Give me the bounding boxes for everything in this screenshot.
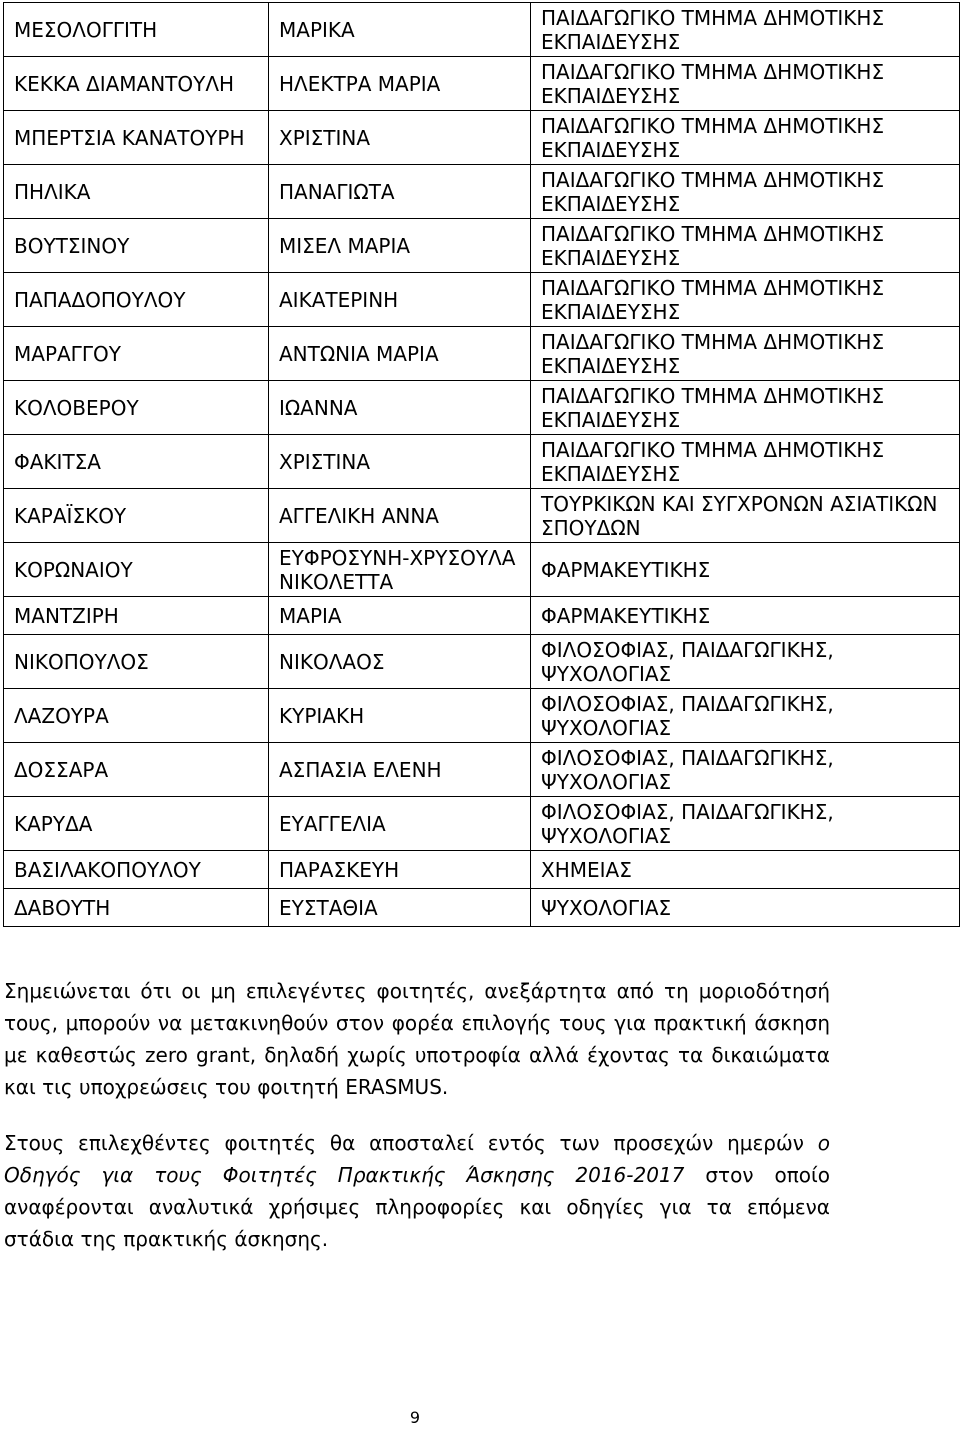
name-cell: ΧΡΙΣΤΙΝΑ bbox=[269, 111, 531, 165]
surname-cell: ΠΑΠΑΔΟΠΟΥΛΟΥ bbox=[4, 273, 269, 327]
surname-cell: ΚΑΡΥΔΑ bbox=[4, 797, 269, 851]
department-cell: ΠΑΙΔΑΓΩΓΙΚΟ ΤΜΗΜΑ ΔΗΜΟΤΙΚΗΣ ΕΚΠΑΙΔΕΥΣΗΣ bbox=[531, 3, 960, 57]
table-row bbox=[4, 57, 960, 111]
department-cell: ΦΙΛΟΣΟΦΙΑΣ, ΠΑΙΔΑΓΩΓΙΚΗΣ, ΨΥΧΟΛΟΓΙΑΣ bbox=[531, 689, 960, 743]
table-row bbox=[4, 851, 960, 889]
department-cell: ΠΑΙΔΑΓΩΓΙΚΟ ΤΜΗΜΑ ΔΗΜΟΤΙΚΗΣ ΕΚΠΑΙΔΕΥΣΗΣ bbox=[531, 273, 960, 327]
table-row bbox=[4, 435, 960, 489]
name-cell: ΑΙΚΑΤΕΡΙΝΗ bbox=[269, 273, 531, 327]
name-cell: ΧΡΙΣΤΙΝΑ bbox=[269, 435, 531, 489]
surname-cell: ΜΑΡΑΓΓΟΥ bbox=[4, 327, 269, 381]
guide-notice bbox=[4, 1127, 830, 1255]
surname-cell: ΜΠΕΡΤΣΙΑ ΚΑΝΑΤΟΥΡΗ bbox=[4, 111, 269, 165]
table-row bbox=[4, 165, 960, 219]
department-cell: ΠΑΙΔΑΓΩΓΙΚΟ ΤΜΗΜΑ ΔΗΜΟΤΙΚΗΣ ΕΚΠΑΙΔΕΥΣΗΣ bbox=[531, 435, 960, 489]
table-row bbox=[4, 219, 960, 273]
students-table bbox=[3, 2, 960, 927]
name-cell: ΜΑΡΙΚΑ bbox=[269, 3, 531, 57]
surname-cell: ΝΙΚΟΠΟΥΛΟΣ bbox=[4, 635, 269, 689]
name-cell: ΑΝΤΩΝΙΑ ΜΑΡΙΑ bbox=[269, 327, 531, 381]
name-cell: ΙΩΑΝΝΑ bbox=[269, 381, 531, 435]
name-cell: ΠΑΝΑΓΙΩΤΑ bbox=[269, 165, 531, 219]
surname-cell: ΜΑΝΤΖΙΡΗ bbox=[4, 597, 269, 635]
department-cell: ΦΙΛΟΣΟΦΙΑΣ, ΠΑΙΔΑΓΩΓΙΚΗΣ, ΨΥΧΟΛΟΓΙΑΣ bbox=[531, 797, 960, 851]
department-cell: ΠΑΙΔΑΓΩΓΙΚΟ ΤΜΗΜΑ ΔΗΜΟΤΙΚΗΣ ΕΚΠΑΙΔΕΥΣΗΣ bbox=[531, 57, 960, 111]
name-cell: ΕΥΣΤΑΘΙΑ bbox=[269, 889, 531, 927]
surname-cell: ΚΕΚΚΑ ΔΙΑΜΑΝΤΟΥΛΗ bbox=[4, 57, 269, 111]
guide-notice-rest: στον οποίο αναφέρονται αναλυτικά χρήσιμες πληροφορίες και οδηγίες για τα επόμενα στάδια της πρακτικής άσκησης. bbox=[4, 1163, 830, 1251]
table-row bbox=[4, 111, 960, 165]
table-row bbox=[4, 327, 960, 381]
surname-cell: ΔΟΣΣΑΡΑ bbox=[4, 743, 269, 797]
name-cell: ΑΣΠΑΣΙΑ ΕΛΕΝΗ bbox=[269, 743, 531, 797]
department-cell: ΧΗΜΕΙΑΣ bbox=[531, 851, 960, 889]
surname-cell: ΛΑΖΟΥΡΑ bbox=[4, 689, 269, 743]
department-cell: ΦΑΡΜΑΚΕΥΤΙΚΗΣ bbox=[531, 597, 960, 635]
department-cell: ΤΟΥΡΚΙΚΩΝ ΚΑΙ ΣΥΓΧΡΟΝΩΝ ΑΣΙΑΤΙΚΩΝ ΣΠΟΥΔΩΝ bbox=[531, 489, 960, 543]
table-row bbox=[4, 489, 960, 543]
department-cell: ΠΑΙΔΑΓΩΓΙΚΟ ΤΜΗΜΑ ΔΗΜΟΤΙΚΗΣ ΕΚΠΑΙΔΕΥΣΗΣ bbox=[531, 165, 960, 219]
table-row bbox=[4, 689, 960, 743]
table-row bbox=[4, 597, 960, 635]
guide-title: ο Οδηγός για τους Φοιτητές Πρακτικής Άσκησης 2016-2017 bbox=[4, 1131, 830, 1187]
table-row bbox=[4, 889, 960, 927]
table-row bbox=[4, 743, 960, 797]
name-cell: ΠΑΡΑΣΚΕΥΗ bbox=[269, 851, 531, 889]
name-cell: ΜΑΡΙΑ bbox=[269, 597, 531, 635]
name-cell: ΕΥΦΡΟΣΥΝΗ-ΧΡΥΣΟΥΛΑ ΝΙΚΟΛΕΤΤΑ bbox=[269, 543, 531, 597]
guide-notice-intro: Στους επιλεχθέντες φοιτητές θα αποσταλεί εντός των προσεχών ημερών bbox=[4, 1131, 818, 1155]
name-cell: ΗΛΕΚΤΡΑ ΜΑΡΙΑ bbox=[269, 57, 531, 111]
department-cell: ΠΑΙΔΑΓΩΓΙΚΟ ΤΜΗΜΑ ΔΗΜΟΤΙΚΗΣ ΕΚΠΑΙΔΕΥΣΗΣ bbox=[531, 111, 960, 165]
surname-cell: ΒΟΥΤΣΙΝΟΥ bbox=[4, 219, 269, 273]
department-cell: ΠΑΙΔΑΓΩΓΙΚΟ ΤΜΗΜΑ ΔΗΜΟΤΙΚΗΣ ΕΚΠΑΙΔΕΥΣΗΣ bbox=[531, 219, 960, 273]
name-cell: ΝΙΚΟΛΑΟΣ bbox=[269, 635, 531, 689]
surname-cell: ΜΕΣΟΛΟΓΓΙΤΗ bbox=[4, 3, 269, 57]
surname-cell: ΦΑΚΙΤΣΑ bbox=[4, 435, 269, 489]
table-row bbox=[4, 635, 960, 689]
table-row bbox=[4, 543, 960, 597]
surname-cell: ΚΑΡΑΪΣΚΟΥ bbox=[4, 489, 269, 543]
surname-cell: ΠΗΛΙΚΑ bbox=[4, 165, 269, 219]
page-number: 9 bbox=[409, 1408, 421, 1427]
name-cell: ΑΓΓΕΛΙΚΗ ΑΝΝΑ bbox=[269, 489, 531, 543]
department-cell: ΨΥΧΟΛΟΓΙΑΣ bbox=[531, 889, 960, 927]
department-cell: ΦΙΛΟΣΟΦΙΑΣ, ΠΑΙΔΑΓΩΓΙΚΗΣ, ΨΥΧΟΛΟΓΙΑΣ bbox=[531, 635, 960, 689]
table-row bbox=[4, 273, 960, 327]
table-row bbox=[4, 3, 960, 57]
name-cell: ΕΥΑΓΓΕΛΙΑ bbox=[269, 797, 531, 851]
surname-cell: ΔΑΒΟΥΤΗ bbox=[4, 889, 269, 927]
name-cell: ΜΙΣΕΛ ΜΑΡΙΑ bbox=[269, 219, 531, 273]
zero-grant-note: Σημειώνεται ότι οι μη επιλεγέντες φοιτητές, ανεξάρτητα από τη μοριοδότησή τους, μπορούν να μετακινηθούν στον φορέα επιλογής τους για πρακτική άσκηση με καθεστώς zero grant, δηλαδή χωρίς υποτροφία αλλά έχοντας τα δικαιώματα και τις υποχρεώσεις του φοιτητή ERASMUS. bbox=[4, 979, 830, 1099]
table-row bbox=[4, 797, 960, 851]
department-cell: ΠΑΙΔΑΓΩΓΙΚΟ ΤΜΗΜΑ ΔΗΜΟΤΙΚΗΣ ΕΚΠΑΙΔΕΥΣΗΣ bbox=[531, 327, 960, 381]
surname-cell: ΒΑΣΙΛΑΚΟΠΟΥΛΟΥ bbox=[4, 851, 269, 889]
surname-cell: ΚΟΡΩΝΑΙΟΥ bbox=[4, 543, 269, 597]
table-row bbox=[4, 381, 960, 435]
surname-cell: ΚΟΛΟΒΕΡΟΥ bbox=[4, 381, 269, 435]
department-cell: ΦΑΡΜΑΚΕΥΤΙΚΗΣ bbox=[531, 543, 960, 597]
name-cell: ΚΥΡΙΑΚΗ bbox=[269, 689, 531, 743]
department-cell: ΦΙΛΟΣΟΦΙΑΣ, ΠΑΙΔΑΓΩΓΙΚΗΣ, ΨΥΧΟΛΟΓΙΑΣ bbox=[531, 743, 960, 797]
department-cell: ΠΑΙΔΑΓΩΓΙΚΟ ΤΜΗΜΑ ΔΗΜΟΤΙΚΗΣ ΕΚΠΑΙΔΕΥΣΗΣ bbox=[531, 381, 960, 435]
